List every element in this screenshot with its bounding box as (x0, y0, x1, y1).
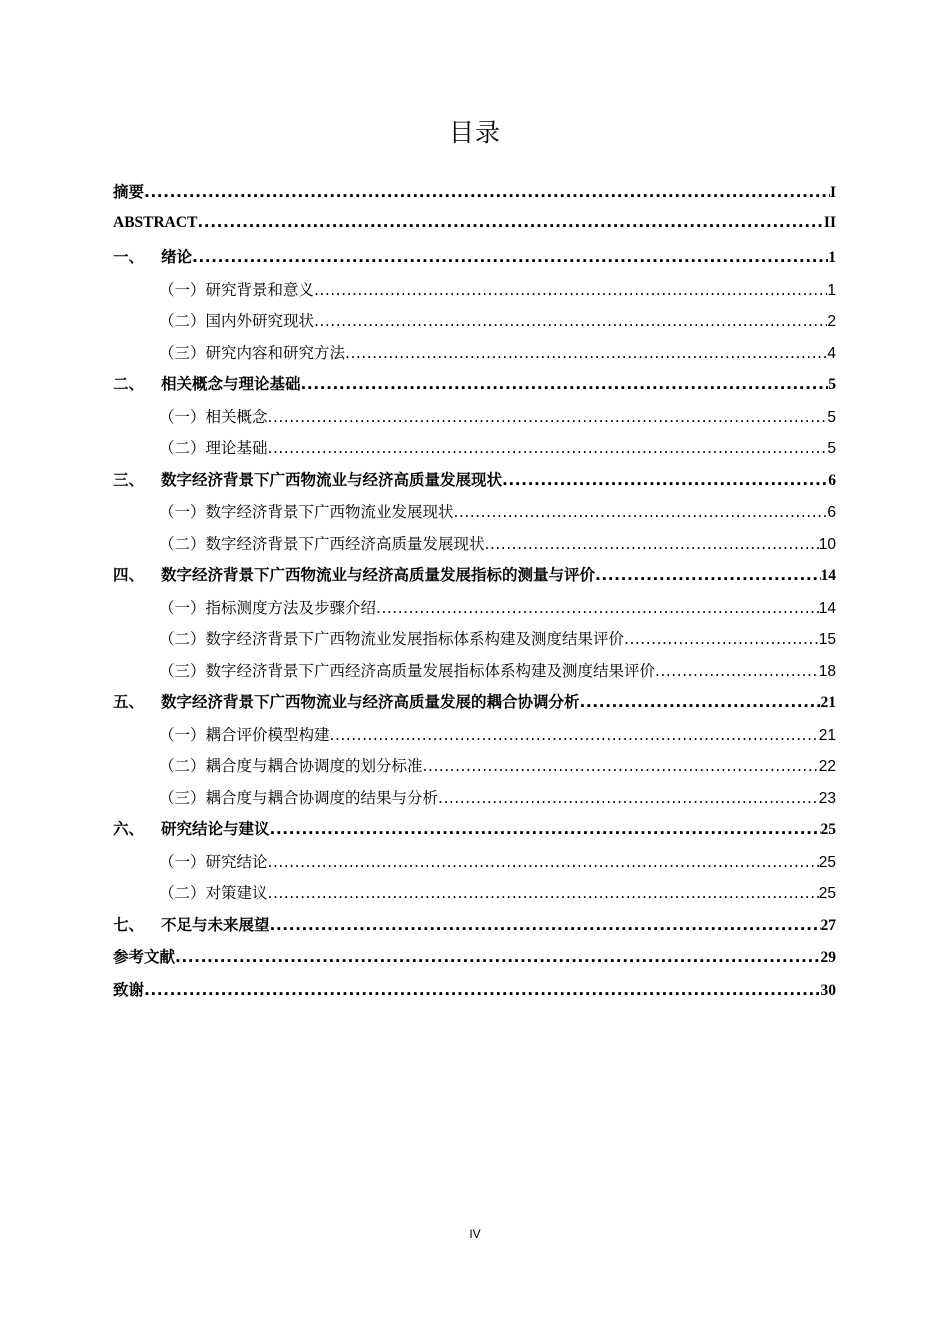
toc-section-entry[interactable] (113, 405, 836, 437)
toc-section-entry[interactable] (113, 500, 836, 532)
toc-dot-leader (268, 853, 819, 871)
toc-entry-label: （三）耦合度与耦合协调度的结果与分析 (159, 788, 439, 807)
toc-entry-number: 六、 (113, 820, 145, 838)
toc-dot-leader (438, 789, 819, 807)
toc-entry-page: 27 (820, 916, 836, 934)
page-number: IV (469, 1227, 481, 1241)
toc-entry-label: （一）耦合评价模型构建 (159, 725, 330, 744)
toc-entry-page: 2 (827, 313, 836, 330)
toc-entry-page: 14 (818, 599, 836, 617)
toc-entry-label: 参考文献 (113, 948, 176, 966)
toc-chapter-entry[interactable] (113, 690, 836, 723)
toc-dot-leader (144, 183, 830, 201)
toc-chapter-entry[interactable] (113, 245, 836, 278)
toc-chapter-entry[interactable] (113, 372, 836, 405)
toc-entry-label: （二）国内外研究现状 (159, 312, 315, 330)
toc-entry-page: II (823, 213, 836, 231)
toc-entry-page: 6 (827, 504, 836, 521)
toc-entry-label: （一）指标测度方法及步骤介绍 (159, 598, 377, 617)
toc-entry-number: 五、 (113, 693, 145, 711)
toc-entry-label: 摘要 (113, 183, 145, 201)
toc-entry-page: 4 (827, 344, 836, 362)
toc-entry-label: 不足与未来展望 (161, 915, 270, 934)
toc-dot-leader (197, 213, 824, 231)
toc-dot-leader (270, 820, 821, 838)
toc-chapter-entry[interactable] (113, 945, 836, 978)
toc-section-entry[interactable] (113, 754, 836, 786)
toc-entry-page: 21 (818, 726, 836, 744)
toc-dot-leader (502, 471, 828, 489)
toc-entry-label: （一）相关概念 (159, 407, 268, 426)
toc-entry-label: 数字经济背景下广西物流业与经济高质量发展的耦合协调分析 (161, 693, 580, 711)
toc-entry-page: 21 (820, 694, 836, 711)
toc-entry-number: 四、 (113, 566, 145, 584)
toc-entry-label: 数字经济背景下广西物流业与经济高质量发展现状 (161, 470, 503, 489)
toc-dot-leader (314, 281, 827, 299)
toc-entry-page: 5 (827, 408, 836, 426)
toc-dot-leader (595, 566, 820, 584)
toc-entry-label: 相关概念与理论基础 (161, 375, 301, 393)
toc-section-entry[interactable] (113, 278, 836, 310)
table-of-contents (113, 180, 836, 1010)
toc-entry-label: 数字经济背景下广西物流业与经济高质量发展指标的测量与评价 (161, 566, 596, 584)
toc-entry-page: 23 (818, 789, 836, 807)
toc-dot-leader (144, 981, 820, 999)
toc-entry-page: 18 (818, 662, 836, 680)
toc-entry-page: 25 (818, 853, 836, 871)
toc-section-entry[interactable] (113, 659, 836, 691)
toc-section-entry[interactable] (113, 627, 836, 659)
toc-entry-page: 1 (828, 249, 836, 266)
toc-entry-page: 6 (828, 471, 836, 489)
toc-entry-page: 30 (820, 981, 836, 999)
toc-entry-number: 三、 (113, 470, 145, 489)
toc-chapter-entry[interactable] (113, 563, 836, 596)
toc-section-entry[interactable] (113, 436, 836, 468)
toc-entry-label: （二）理论基础 (159, 439, 268, 457)
toc-entry-label: ABSTRACT (113, 213, 198, 231)
toc-dot-leader (268, 884, 819, 902)
toc-entry-page: 10 (818, 535, 836, 553)
toc-entry-label: （一）研究背景和意义 (159, 280, 315, 299)
toc-dot-leader (314, 312, 827, 330)
toc-chapter-entry[interactable] (113, 817, 836, 850)
toc-dot-leader (301, 375, 829, 393)
toc-chapter-entry[interactable] (113, 213, 836, 246)
toc-dot-leader (376, 599, 819, 617)
toc-dot-leader (175, 948, 820, 966)
toc-entry-label: （三）研究内容和研究方法 (159, 343, 346, 362)
toc-entry-page: 14 (820, 567, 836, 584)
toc-dot-leader (454, 503, 828, 521)
toc-entry-label: 绪论 (161, 248, 193, 266)
toc-title: 目录 (448, 118, 501, 147)
toc-section-entry[interactable] (113, 341, 836, 373)
toc-chapter-entry[interactable] (113, 468, 836, 501)
toc-entry-page: 5 (828, 376, 836, 393)
toc-entry-page: I (829, 184, 836, 201)
toc-section-entry[interactable] (113, 723, 836, 755)
toc-chapter-entry[interactable] (113, 913, 836, 946)
toc-entry-label: 致谢 (113, 980, 145, 999)
toc-entry-label: （二）对策建议 (159, 884, 268, 902)
toc-dot-leader (345, 344, 827, 362)
toc-dot-leader (624, 630, 819, 648)
toc-dot-leader (192, 248, 828, 266)
toc-entry-label: （二）耦合度与耦合协调度的划分标准 (159, 757, 423, 775)
toc-entry-page: 29 (820, 949, 836, 966)
toc-chapter-entry[interactable] (113, 978, 836, 1011)
toc-entry-label: （一）数字经济背景下广西物流业发展现状 (159, 503, 454, 521)
toc-entry-page: 25 (820, 821, 836, 838)
toc-section-entry[interactable] (113, 786, 836, 818)
toc-section-entry[interactable] (113, 881, 836, 913)
toc-entry-label: （二）数字经济背景下广西经济高质量发展现状 (159, 534, 485, 553)
toc-entry-number: 一、 (113, 248, 145, 266)
toc-dot-leader (268, 408, 828, 426)
toc-entry-label: （二）数字经济背景下广西物流业发展指标体系构建及测度结果评价 (159, 630, 625, 648)
toc-entry-label: （一）研究结论 (159, 852, 268, 871)
toc-entry-page: 1 (827, 281, 836, 299)
toc-entry-page: 25 (818, 885, 836, 902)
toc-entry-page: 5 (827, 440, 836, 457)
toc-dot-leader (655, 662, 819, 680)
toc-dot-leader (268, 439, 828, 457)
toc-entry-page: 15 (818, 631, 836, 648)
toc-entry-label: （三）数字经济背景下广西经济高质量发展指标体系构建及测度结果评价 (159, 661, 656, 680)
toc-section-entry[interactable] (113, 850, 836, 882)
toc-entry-number: 七、 (113, 915, 145, 934)
toc-dot-leader (270, 916, 821, 934)
toc-section-entry[interactable] (113, 596, 836, 628)
toc-dot-leader (580, 693, 821, 711)
toc-entry-label: 研究结论与建议 (161, 820, 270, 838)
toc-chapter-entry[interactable] (113, 180, 836, 213)
toc-dot-leader (485, 535, 819, 553)
toc-dot-leader (330, 726, 819, 744)
toc-dot-leader (423, 757, 819, 775)
toc-section-entry[interactable] (113, 309, 836, 341)
toc-section-entry[interactable] (113, 532, 836, 564)
toc-entry-number: 二、 (113, 375, 145, 393)
toc-entry-page: 22 (818, 758, 836, 775)
